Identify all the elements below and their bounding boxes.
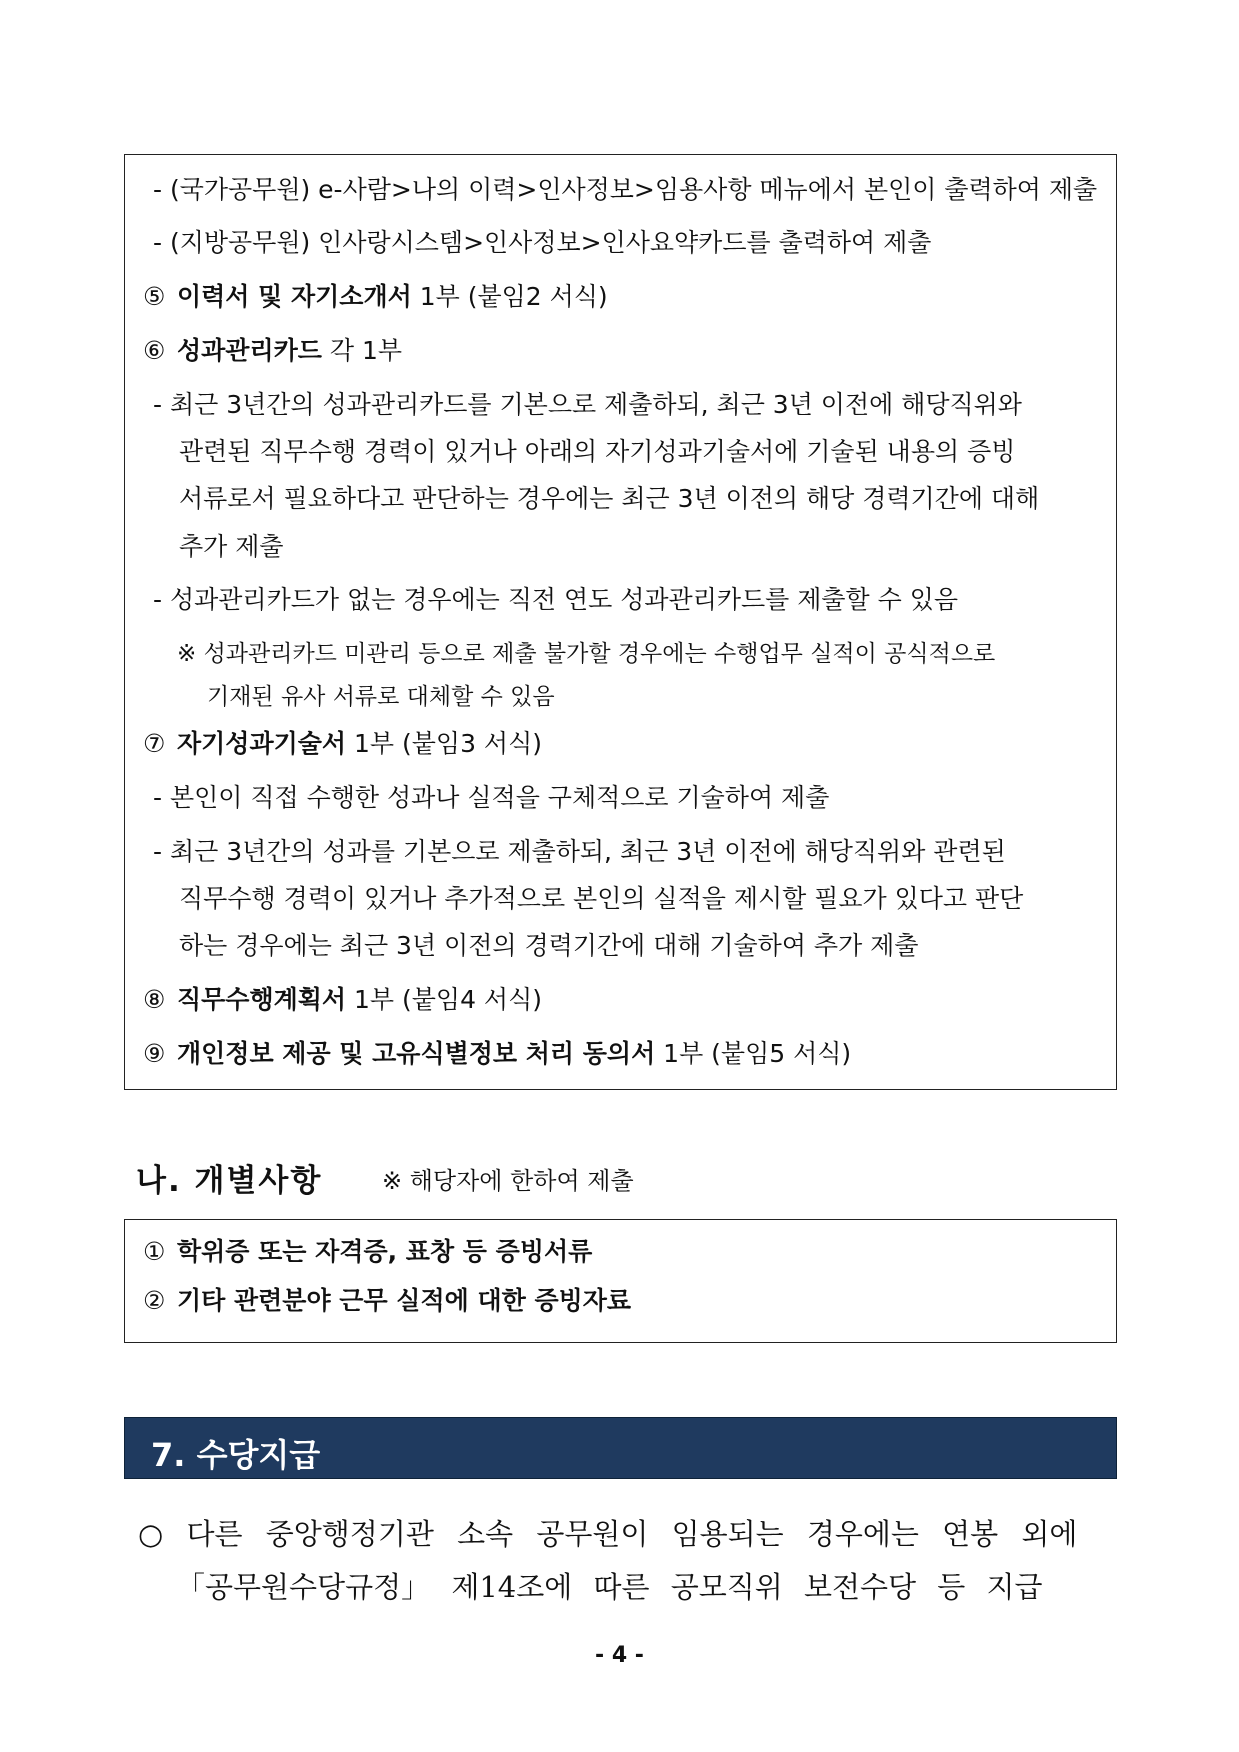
item-detail: 1부 (붙임3 서식)	[346, 729, 542, 758]
item-title: 직무수행계획서	[177, 985, 347, 1014]
page-number: - 4 -	[595, 1643, 644, 1668]
section-na-title: 나. 개별사항	[136, 1163, 323, 1199]
item-title: 자기성과기술서	[177, 729, 347, 758]
item-6	[143, 336, 402, 366]
item-5	[143, 282, 608, 312]
text-line: 서류로서 필요하다고 판단하는 경우에는 최근 3년 이전의 해당 경력기간에 대해	[179, 484, 1040, 513]
text-line: - (국가공무원) e-사람>나의 이력>인사정보>임용사항 메뉴에서 본인이 출력하여 제출	[153, 175, 1098, 204]
text-line: 관련된 직무수행 경력이 있거나 아래의 자기성과기술서에 기술된 내용의 증빙	[179, 437, 1016, 466]
section-na-note: ※ 해당자에 한하여 제출	[382, 1167, 634, 1195]
text-line: - (지방공무원) 인사랑시스템>인사정보>인사요약카드를 출력하여 제출	[153, 228, 932, 257]
item-title: 성과관리카드	[177, 336, 322, 365]
item-number: ⑧	[143, 985, 166, 1014]
note-line: 기재된 유사 서류로 대체할 수 있음	[207, 684, 555, 710]
item-title: 이력서 및 자기소개서	[177, 282, 412, 311]
text-line: 하는 경우에는 최근 3년 이전의 경력기간에 대해 기술하여 추가 제출	[179, 931, 919, 960]
individual-items-box	[124, 1219, 1117, 1343]
item-7	[143, 729, 542, 759]
item-title: 기타 관련분야 근무 실적에 대한 증빙자료	[177, 1286, 632, 1315]
section-7-header	[124, 1417, 1117, 1479]
item-detail: 각 1부	[321, 336, 403, 365]
text-line: - 최근 3년간의 성과를 기본으로 제출하되, 최근 3년 이전에 해당직위와 관련된	[153, 837, 1006, 866]
text-line: - 최근 3년간의 성과관리카드를 기본으로 제출하되, 최근 3년 이전에 해당직위와	[153, 390, 1022, 419]
item-detail: 1부 (붙임2 서식)	[411, 282, 608, 311]
item-number: ①	[143, 1237, 166, 1266]
note-line: ※ 성과관리카드 미관리 등으로 제출 불가할 경우에는 수행업무 실적이 공식적으로	[177, 641, 996, 667]
item-detail: 1부 (붙임4 서식)	[346, 985, 542, 1014]
text-line: - 본인이 직접 수행한 성과나 실적을 구체적으로 기술하여 제출	[153, 783, 830, 812]
item-9	[143, 1039, 851, 1069]
item-number: ⑨	[143, 1039, 166, 1068]
item-detail: 1부 (붙임5 서식)	[655, 1039, 852, 1068]
item-number: ⑥	[143, 336, 166, 365]
text-line: 직무수행 경력이 있거나 추가적으로 본인의 실적을 제시할 필요가 있다고 판단	[179, 884, 1024, 913]
section-7-title: 7. 수당지급	[151, 1436, 321, 1474]
item-8	[143, 985, 542, 1015]
item-number: ②	[143, 1286, 166, 1315]
text-line: - 성과관리카드가 없는 경우에는 직전 연도 성과관리카드를 제출할 수 있음	[153, 585, 959, 614]
requirements-box	[124, 154, 1117, 1090]
text-line: 추가 제출	[179, 532, 284, 561]
item-title: 학위증 또는 자격증, 표창 등 증빙서류	[177, 1237, 593, 1266]
item-title: 개인정보 제공 및 고유식별정보 처리 동의서	[177, 1039, 656, 1068]
item-1	[143, 1237, 592, 1267]
section-7-paragraph-line: 「공무원수당규정」 제14조에 따른 공모직위 보전수당 등 지급	[176, 1570, 1043, 1604]
section-7-paragraph-line: ○ 다른 중앙행정기관 소속 공무원이 임용되는 경우에는 연봉 외에	[138, 1517, 1078, 1551]
item-2	[143, 1286, 631, 1316]
item-number: ⑤	[143, 282, 166, 311]
item-number: ⑦	[143, 729, 166, 758]
